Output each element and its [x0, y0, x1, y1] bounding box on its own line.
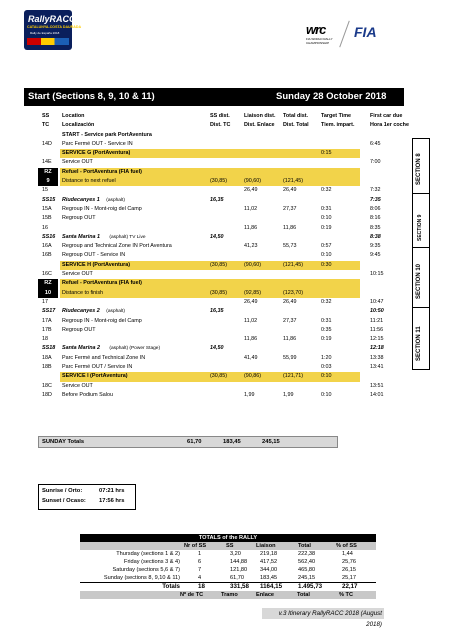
rally-totals-header — [80, 542, 376, 550]
total-cell: 11,86 — [283, 336, 297, 343]
itinerary-row — [24, 382, 404, 391]
liaison-cell: 11,02 — [244, 205, 258, 212]
target-cell: 0:32 — [321, 298, 332, 305]
tc-cell: 17B — [42, 326, 52, 333]
ss-dist-cell: 14,50 — [210, 345, 224, 352]
totals-liaison: 183,45 — [223, 439, 241, 445]
refuel-distance-label: Distance to finish — [62, 289, 104, 296]
liaison-cell: 417,52 — [260, 559, 278, 565]
tc-cell: 16 — [42, 224, 48, 231]
location-cell: Regroup and Technical Zone IN Port Aventura — [62, 243, 172, 250]
rz-number: 9 — [46, 178, 50, 185]
target-cell: 0:35 — [321, 326, 332, 333]
time-cell: 12:18 — [370, 345, 384, 352]
liaison-cell: 26,49 — [244, 187, 258, 194]
itinerary-row — [24, 158, 404, 167]
stage-row — [24, 307, 404, 316]
tc-cell: 18A — [42, 354, 52, 361]
total-cell: 26,49 — [283, 187, 297, 194]
section-divider — [413, 307, 429, 308]
time-cell: 8:06 — [370, 205, 381, 212]
time-cell: 13:51 — [370, 382, 384, 389]
pct-cell: 25,17 — [342, 575, 356, 581]
itinerary-row — [24, 205, 404, 214]
itinerary-row — [24, 186, 404, 195]
time-cell: 7:32 — [370, 187, 381, 194]
pct-cell: 26,15 — [342, 567, 356, 573]
target-cell: 0:10 — [321, 373, 332, 380]
time-cell: 9:45 — [370, 252, 381, 259]
rally-totals-row — [80, 558, 376, 566]
liaison-cell: (90,60) — [244, 261, 262, 268]
tc-cell: 17 — [42, 298, 48, 305]
target-cell: 0:31 — [321, 205, 332, 212]
time-cell: 8:38 — [370, 233, 381, 240]
total-cell: 1.495,73 — [298, 583, 323, 590]
rally-totals-row — [80, 574, 376, 582]
refuel-row — [24, 168, 404, 187]
totals-ss: 61,70 — [187, 439, 202, 445]
target-cell: 0:10 — [321, 391, 332, 398]
rallyracc-logo — [24, 10, 82, 50]
refuel-distance-label: Distance to next refuel — [62, 178, 116, 185]
location-cell: Santa Marina 2 — [62, 345, 101, 352]
time-cell: 11:21 — [370, 317, 384, 324]
day-cell: Sunday (sections 8, 9,10 & 11) — [103, 575, 180, 581]
service-row — [24, 372, 404, 381]
surface-note: (asphalt) — [106, 309, 125, 315]
target-cell: 0:19 — [321, 336, 332, 343]
ss-dist-cell: (30,85) — [210, 261, 228, 268]
total-cell: 222,38 — [298, 551, 316, 557]
location-cell: Refuel - PortAventura (FIA fuel) — [62, 280, 142, 287]
location-cell: START - Service park PortAventura — [62, 131, 152, 138]
col-localizacion: Localización — [62, 122, 95, 129]
total-cell: 27,37 — [283, 317, 297, 324]
refuel-zone-badge — [38, 279, 58, 298]
location-cell: Regroup OUT - Service IN — [62, 252, 126, 259]
surface-note: (asphalt) TV Live — [109, 234, 146, 240]
location-cell: Regroup IN - Mont-roig del Camp — [62, 205, 142, 212]
itinerary-row — [24, 363, 404, 372]
location-cell: Service OUT — [62, 159, 93, 166]
location-cell: SERVICE I (PortAventura) — [62, 373, 128, 380]
sunrise-value: 07:21 hrs — [99, 488, 125, 494]
location-cell: Regroup OUT — [62, 326, 96, 333]
rally-logo-year: Rally de España 2018 — [30, 31, 60, 35]
col-dist-enlace: Dist. Enlace — [244, 122, 275, 129]
nr-cell: 18 — [198, 583, 205, 590]
ss-dist-cell: 16,35 — [210, 308, 224, 315]
rt-foot-tc: Nº de TC — [180, 592, 204, 598]
location-cell: SERVICE G (PortAventura) — [62, 150, 131, 157]
location-cell: Riudecanyes 2 — [62, 308, 100, 315]
itinerary-row — [24, 326, 404, 335]
location-cell: SERVICE H (PortAventura) — [62, 261, 130, 268]
itinerary-row — [24, 270, 404, 279]
rt-foot-total: Total — [297, 592, 310, 598]
liaison-cell: 11,02 — [244, 317, 258, 324]
tc-cell: SS17 — [42, 308, 56, 315]
itinerary-row — [24, 391, 404, 400]
rally-totals-sum-row — [80, 582, 376, 591]
tc-cell: 17A — [42, 317, 52, 324]
total-cell: (121,45) — [283, 178, 304, 185]
itinerary-row — [24, 140, 404, 149]
time-cell: 12:15 — [370, 336, 384, 343]
total-cell: 465,80 — [298, 567, 316, 573]
liaison-cell: 183,45 — [260, 575, 278, 581]
itinerary-row — [24, 354, 404, 363]
rz-label: RZ — [44, 280, 52, 287]
tc-cell: 18D — [42, 391, 52, 398]
col-target: Target Time — [321, 113, 352, 119]
total-cell: 55,73 — [283, 243, 297, 250]
total-cell: 1,99 — [283, 391, 294, 398]
itinerary-table — [24, 112, 409, 400]
sun-times — [38, 484, 136, 510]
totals-label: SUNDAY Totals — [42, 439, 85, 445]
surface-note: (asphalt) (Power Stage) — [109, 346, 161, 352]
tc-cell: 14E — [42, 159, 52, 166]
rally-totals-row — [80, 566, 376, 574]
surface-note: (asphalt) — [106, 197, 125, 203]
rt-head-ss: SS — [226, 543, 234, 549]
liaison-cell: 1164,15 — [260, 583, 283, 590]
total-cell: (121,71) — [283, 373, 304, 380]
page-header — [24, 88, 404, 106]
liaison-cell: 41,23 — [244, 243, 258, 250]
itinerary-row — [24, 335, 404, 344]
col-total: Total dist. — [283, 113, 309, 119]
nr-cell: 1 — [198, 551, 202, 557]
target-cell: 0:10 — [321, 252, 332, 259]
rt-foot-pct: % TC — [339, 592, 353, 598]
nr-cell: 4 — [198, 575, 202, 581]
service-row — [24, 261, 404, 270]
day-cell: Thursday (sections 1 & 2) — [116, 551, 180, 557]
time-cell: 14:01 — [370, 391, 384, 398]
ss-dist-cell: 14,50 — [210, 233, 224, 240]
total-cell: (121,45) — [283, 261, 304, 268]
itinerary-row — [24, 251, 404, 260]
rt-head-total: Total — [298, 543, 311, 549]
location-cell: Service OUT — [62, 271, 93, 278]
header-date: Sunday 28 October 2018 — [276, 91, 387, 102]
rally-logo-title: RallyRACC — [28, 14, 76, 24]
location-cell: Service OUT — [62, 382, 93, 389]
column-header-row-es — [24, 121, 409, 130]
target-cell: 0:03 — [321, 364, 332, 371]
pct-cell: 22,17 — [342, 583, 358, 590]
rally-totals-row — [80, 550, 376, 558]
rally-totals-footer — [80, 591, 376, 599]
section-10-label: SECTION 10 — [416, 263, 422, 299]
liaison-cell: 26,49 — [244, 298, 258, 305]
tc-cell: 18 — [42, 336, 48, 343]
time-cell: 13:41 — [370, 364, 384, 371]
refuel-row — [24, 279, 404, 298]
time-cell: 10:15 — [370, 271, 384, 278]
col-dist-tc: Dist. TC — [210, 122, 231, 129]
time-cell: 13:38 — [370, 354, 384, 361]
target-cell: 0:31 — [321, 317, 332, 324]
target-cell: 0:19 — [321, 224, 332, 231]
location-cell: Parc Fermé and Technical Zone IN — [62, 354, 146, 361]
tc-cell: 16C — [42, 271, 52, 278]
tc-cell: 16B — [42, 252, 52, 259]
itinerary-row — [24, 317, 404, 326]
sunday-totals — [38, 436, 338, 448]
col-hora: Hora 1er coche — [370, 122, 409, 129]
tc-cell: 18C — [42, 382, 52, 389]
section-11-label: SECTION 11 — [416, 326, 422, 361]
sunrise-label: Sunrise / Orto: — [42, 488, 83, 494]
liaison-cell: 1,99 — [244, 391, 255, 398]
tc-cell: 15B — [42, 215, 52, 222]
time-cell: 10:50 — [370, 308, 384, 315]
col-ss-dist: SS dist. — [210, 113, 230, 119]
pct-cell: 25,76 — [342, 559, 356, 565]
col-tiem-impart: Tiem. impart. — [321, 122, 355, 129]
section-8-label: SECTION 8 — [416, 153, 422, 185]
header-title: Start (Sections 8, 9, 10 & 11) — [28, 91, 155, 102]
section-labels — [412, 138, 430, 370]
total-cell: 562,40 — [298, 559, 316, 565]
tc-cell: 15A — [42, 205, 52, 212]
total-cell: 27,37 — [283, 205, 297, 212]
rt-foot-tramo: Tramo — [221, 592, 238, 598]
tc-cell: 14D — [42, 140, 52, 147]
location-cell: Refuel - PortAventura (FIA fuel) — [62, 168, 142, 175]
time-cell: 9:35 — [370, 243, 381, 250]
rally-logo-flags — [27, 38, 69, 45]
target-cell: 0:57 — [321, 243, 332, 250]
pct-cell: 1,44 — [342, 551, 353, 557]
location-cell: Regroup OUT — [62, 215, 96, 222]
location-cell: Regroup IN - Mont-roig del Camp — [62, 317, 142, 324]
ss-cell: 144,88 — [230, 559, 248, 565]
ss-dist-cell: (30,85) — [210, 178, 228, 185]
ss-dist-cell: (30,85) — [210, 289, 228, 296]
section-divider — [413, 193, 429, 194]
total-cell: 11,86 — [283, 224, 297, 231]
time-cell: 8:16 — [370, 215, 381, 222]
liaison-cell: 11,86 — [244, 336, 258, 343]
tc-cell: 15 — [42, 187, 48, 194]
col-location: Location — [62, 113, 85, 119]
tc-cell: SS16 — [42, 233, 56, 240]
target-cell: 1:20 — [321, 354, 332, 361]
time-cell: 8:35 — [370, 224, 381, 231]
col-ss: SS — [42, 113, 50, 119]
liaison-cell: (92,85) — [244, 289, 262, 296]
time-cell: 7:00 — [370, 159, 381, 166]
liaison-cell: 41,49 — [244, 354, 258, 361]
total-cell: 26,49 — [283, 298, 297, 305]
location-cell: Before Podium Salou — [62, 391, 113, 398]
total-cell: 245,15 — [298, 575, 316, 581]
itinerary-row — [24, 224, 404, 233]
rt-head-pct: % of SS — [336, 543, 357, 549]
liaison-cell: 11,86 — [244, 224, 258, 231]
total-cell: (123,70) — [283, 289, 304, 296]
itinerary-row — [24, 298, 404, 307]
tc-cell: 16A — [42, 243, 52, 250]
nr-cell: 6 — [198, 559, 202, 565]
ss-dist-cell: 16,35 — [210, 196, 224, 203]
location-cell: Parc Fermé OUT / Service IN — [62, 364, 133, 371]
section-divider — [413, 247, 429, 248]
itinerary-row — [24, 131, 404, 140]
wrc-logo-text: wrc — [306, 22, 326, 37]
refuel-zone-badge — [38, 168, 58, 187]
liaison-cell: (90,86) — [244, 373, 262, 380]
version-footer: v.3 Itinerary RallyRACC 2018 (August 2018) — [262, 608, 384, 619]
rt-foot-enlace: Enlace — [256, 592, 275, 598]
location-cell: Parc Fermé OUT - Service IN — [62, 140, 133, 147]
location-cell: Riudecanyes 1 — [62, 196, 100, 203]
col-tc: TC — [42, 122, 50, 129]
stage-row — [24, 196, 404, 205]
rally-totals-title: TOTALS of the RALLY — [80, 534, 376, 542]
tc-cell: 18B — [42, 364, 52, 371]
rally-totals-table — [80, 534, 376, 599]
ss-cell: 3,20 — [230, 551, 241, 557]
itinerary-row — [24, 242, 404, 251]
logo-divider — [339, 21, 350, 48]
col-liaison: Liaison dist. — [244, 113, 276, 119]
time-cell: 7:35 — [370, 196, 381, 203]
ss-cell: 331,58 — [230, 583, 249, 590]
wrc-logo — [306, 22, 340, 44]
sunset-value: 17:56 hrs — [99, 498, 125, 504]
target-cell: 0:10 — [321, 215, 332, 222]
nr-cell: 7 — [198, 567, 202, 573]
wrc-logo-sub: FIA WORLD RALLY CHAMPIONSHIP — [306, 37, 333, 45]
liaison-cell: 219,18 — [260, 551, 278, 557]
ss-cell: 121,80 — [230, 567, 248, 573]
day-cell: Friday (sections 3 & 4) — [124, 559, 180, 565]
service-row — [24, 149, 404, 158]
itinerary-row — [24, 214, 404, 223]
column-header-row — [24, 112, 404, 121]
target-cell: 0:32 — [321, 187, 332, 194]
rt-head-nr: Nr of SS — [184, 543, 207, 549]
tc-cell: SS18 — [42, 345, 56, 352]
time-cell: 6:45 — [370, 140, 381, 147]
stage-row — [24, 344, 404, 353]
day-cell: Saturday (sections 5,6 & 7) — [112, 567, 180, 573]
time-cell: 10:47 — [370, 298, 384, 305]
col-dist-total: Dist. Total — [283, 122, 309, 129]
totals-total: 245,15 — [262, 439, 280, 445]
liaison-cell: 344,00 — [260, 567, 278, 573]
liaison-cell: (90,60) — [244, 178, 262, 185]
ss-dist-cell: (30,85) — [210, 373, 228, 380]
time-cell: 11:56 — [370, 326, 384, 333]
ss-cell: 61,70 — [230, 575, 244, 581]
target-cell: 0:15 — [321, 150, 332, 157]
col-first-car: First car due — [370, 113, 403, 119]
rt-head-liaison: Liaison — [256, 543, 276, 549]
tc-cell: SS15 — [42, 196, 56, 203]
day-cell: Totals — [162, 583, 180, 590]
fia-logo — [354, 24, 380, 44]
rally-logo-subtitle: CATALUNYA-COSTA DAURADA — [27, 25, 82, 29]
rz-label: RZ — [44, 168, 52, 175]
sunset-label: Sunset / Ocaso: — [42, 498, 86, 504]
target-cell: 0:30 — [321, 261, 332, 268]
location-cell: Santa Marina 1 — [62, 233, 101, 240]
total-cell: 55,99 — [283, 354, 297, 361]
fia-logo-text: FIA — [354, 24, 377, 40]
section-9-label: SECTION 9 — [417, 214, 423, 241]
stage-row — [24, 233, 404, 242]
rz-number: 10 — [44, 289, 52, 296]
